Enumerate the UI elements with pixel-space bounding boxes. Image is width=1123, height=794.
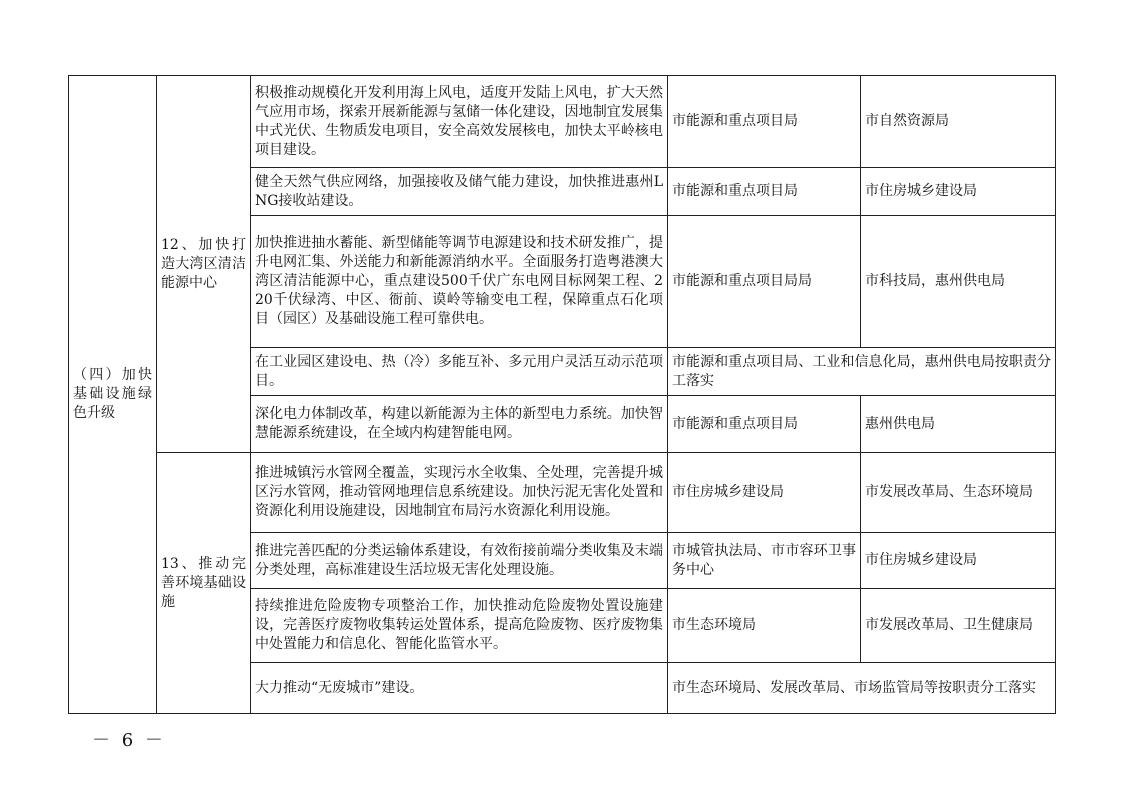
- task-cell: 推进城镇污水管网全覆盖，实现污水全收集、全处理，完善提升城区污水管网，推动管网地理信息系统建设。加快污泥无害化处置和资源化利用设施建设，因地制宜布局污水资源化利用设施。: [251, 453, 668, 533]
- task-cell: 在工业园区建设电、热（冷）多能互补、多元用户灵活互动示范项目。: [251, 348, 668, 396]
- subcategory-cell-12: 12、加快打造大湾区清洁能源中心: [157, 76, 251, 453]
- task-cell: 深化电力体制改革，构建以新能源为主体的新型电力系统。加快智慧能源系统建设，在全域内构建智能电网。: [251, 396, 668, 453]
- cooperating-department-cell: 市发展改革局、卫生健康局: [861, 589, 1056, 663]
- cooperating-department-cell: 市发展改革局、生态环境局: [861, 453, 1056, 533]
- category-cell: （四）加快基础设施绿色升级: [69, 76, 157, 714]
- task-cell: 推进完善匹配的分类运输体系建设，有效衔接前端分类收集及末端分类处理，高标准建设生活垃圾无害化处理设施。: [251, 533, 668, 589]
- lead-department-cell: 市生态环境局: [668, 589, 861, 663]
- merged-department-cell: 市生态环境局、发展改革局、市场监管局等按职责分工落实: [668, 663, 1056, 714]
- page-number: － 6 －: [92, 730, 166, 751]
- subcategory-cell-13: 13、推动完善环境基础设施: [157, 453, 251, 714]
- task-cell: 持续推进危险废物专项整治工作，加快推动危险废物处置设施建设，完善医疗废物收集转运处置体系，提高危险废物、医疗废物集中处置能力和信息化、智能化监管水平。: [251, 589, 668, 663]
- task-cell: 健全天然气供应网络，加强接收及储气能力建设，加快推进惠州LNG接收站建设。: [251, 168, 668, 216]
- policy-task-table: [68, 75, 1056, 714]
- cooperating-department-cell: 市自然资源局: [861, 76, 1056, 168]
- lead-department-cell: 市能源和重点项目局: [668, 76, 861, 168]
- task-cell: 大力推动“无废城市”建设。: [251, 663, 668, 714]
- lead-department-cell: 市能源和重点项目局: [668, 396, 861, 453]
- lead-department-cell: 市能源和重点项目局局: [668, 216, 861, 348]
- task-cell: 加快推进抽水蓄能、新型储能等调节电源建设和技术研发推广，提升电网汇集、外送能力和新能源消纳水平。全面服务打造粤港澳大湾区清洁能源中心，重点建设500千伏广东电网目标网架工程、220千伏绿湾、中区、衙前、谟岭等输变电工程，保障重点石化项目（园区）及基础设施工程可靠供电。: [251, 216, 668, 348]
- lead-department-cell: 市城管执法局、市市容环卫事务中心: [668, 533, 861, 589]
- merged-department-cell: 市能源和重点项目局、工业和信息化局，惠州供电局按职责分工落实: [668, 348, 1056, 396]
- task-cell: 积极推动规模化开发利用海上风电，适度开发陆上风电，扩大天然气应用市场，探索开展新能源与氢储一体化建设，因地制宜发展集中式光伏、生物质发电项目，安全高效发展核电，加快太平岭核电项目建设。: [251, 76, 668, 168]
- cooperating-department-cell: 市住房城乡建设局: [861, 168, 1056, 216]
- lead-department-cell: 市住房城乡建设局: [668, 453, 861, 533]
- cooperating-department-cell: 市住房城乡建设局: [861, 533, 1056, 589]
- lead-department-cell: 市能源和重点项目局: [668, 168, 861, 216]
- cooperating-department-cell: 市科技局，惠州供电局: [861, 216, 1056, 348]
- cooperating-department-cell: 惠州供电局: [861, 396, 1056, 453]
